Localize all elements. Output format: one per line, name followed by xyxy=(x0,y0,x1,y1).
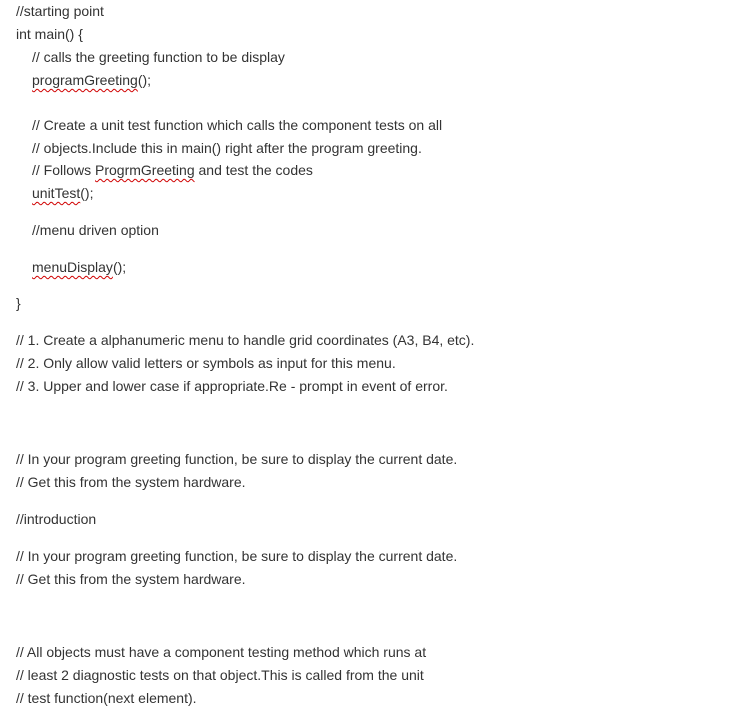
call-parens: (); xyxy=(80,185,94,201)
code-line-comment: // 1. Create a alphanumeric menu to handle grid coordinates (A3, B4, etc). xyxy=(16,332,475,348)
code-line-comment: //starting point xyxy=(16,3,104,19)
misspelled-word: ProgrmGreeting xyxy=(95,162,195,178)
code-line-comment xyxy=(32,161,313,179)
code-line-function-call xyxy=(32,71,151,89)
call-parens: (); xyxy=(112,259,127,275)
comment-suffix: and test the codes xyxy=(194,162,313,178)
code-line-comment: // test function(next element). xyxy=(16,690,197,706)
comment-prefix: // Follows xyxy=(32,162,96,178)
code-line-comment: // least 2 diagnostic tests on that object.This is called from the unit xyxy=(16,667,424,683)
misspelled-word: unitTest xyxy=(32,185,81,201)
misspelled-word: menuDisplay xyxy=(32,259,113,275)
call-parens: (); xyxy=(137,72,152,88)
code-line-function-call xyxy=(32,258,126,276)
code-line-comment: // In your program greeting function, be sure to display the current date. xyxy=(16,451,458,467)
code-line-comment: //menu driven option xyxy=(32,222,159,238)
code-line-comment: //introduction xyxy=(16,511,97,527)
code-line-comment: // Get this from the system hardware. xyxy=(16,571,246,587)
code-line-comment: // objects.Include this in main() right after the program greeting. xyxy=(32,140,422,156)
code-line-comment: // 3. Upper and lower case if appropriate.Re - prompt in event of error. xyxy=(16,378,448,394)
code-line-comment: // Get this from the system hardware. xyxy=(16,474,246,490)
code-line-comment: // All objects must have a component testing method which runs at xyxy=(16,644,427,660)
code-line-comment: // 2. Only allow valid letters or symbols as input for this menu. xyxy=(16,355,396,371)
code-line-comment: // In your program greeting function, be sure to display the current date. xyxy=(16,548,458,564)
code-line-closing-brace: } xyxy=(16,295,21,311)
code-line-function-call xyxy=(32,184,93,202)
code-line-main-signature: int main() { xyxy=(16,26,83,42)
code-line-comment: // Create a unit test function which calls the component tests on all xyxy=(32,117,443,133)
code-line-comment: // calls the greeting function to be display xyxy=(32,49,285,65)
misspelled-word: programGreeting xyxy=(32,72,138,88)
